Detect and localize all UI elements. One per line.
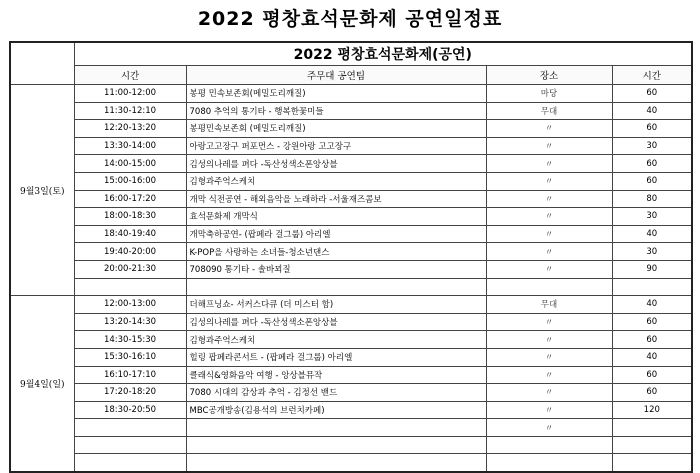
minutes-cell: 40: [612, 102, 692, 120]
team-cell: 김형과주억스케치: [186, 331, 486, 349]
minutes-cell: 30: [612, 137, 692, 155]
team-cell: 클래식&영화음악 여행 - 앙상블뮤작: [186, 366, 486, 384]
place-cell: 마당: [486, 85, 612, 103]
table-row: [10, 190, 692, 208]
minutes-cell: 80: [612, 190, 692, 208]
place-cell: 〃: [486, 137, 612, 155]
place-cell: 〃: [486, 348, 612, 366]
place-cell: 〃: [486, 419, 612, 437]
team-cell: 개막축하공연- (팝페라 걸그룹) 아리엘: [186, 225, 486, 243]
time-cell: 13:20-14:30: [74, 313, 186, 331]
table-row: [10, 331, 692, 349]
team-cell: [186, 454, 486, 472]
header-minutes: 시간: [612, 66, 692, 85]
team-cell: 김형과주억스케치: [186, 172, 486, 190]
time-cell: 19:40-20:00: [74, 243, 186, 261]
table-row: [10, 260, 692, 278]
table-row: [10, 348, 692, 366]
table-row: [10, 366, 692, 384]
minutes-cell: 40: [612, 348, 692, 366]
place-cell: 무대: [486, 102, 612, 120]
header-place: 장소: [486, 66, 612, 85]
place-cell: 〃: [486, 243, 612, 261]
team-cell: 7080 추억의 통기타 - 행복한꽃미들: [186, 102, 486, 120]
table-row: [10, 120, 692, 138]
team-cell: 개막 식전공연 - 해외음악을 노래하라 -서울재즈콤보: [186, 190, 486, 208]
place-cell: 〃: [486, 366, 612, 384]
time-cell: [74, 278, 186, 296]
time-cell: [74, 454, 186, 472]
table-row: [10, 419, 692, 437]
table-row: [10, 155, 692, 173]
team-cell: 봉평민속보존회 (메밀도리깨질): [186, 120, 486, 138]
table-row: [10, 454, 692, 472]
time-cell: 18:30-20:50: [74, 401, 186, 419]
table-row: [10, 102, 692, 120]
minutes-cell: 120: [612, 401, 692, 419]
table-row: [10, 401, 692, 419]
minutes-cell: 60: [612, 172, 692, 190]
table-row: [10, 137, 692, 155]
table-row: [10, 172, 692, 190]
header-row: [10, 66, 692, 85]
time-cell: 12:00-13:00: [74, 296, 186, 314]
minutes-cell: 60: [612, 366, 692, 384]
minutes-cell: 30: [612, 208, 692, 226]
place-cell: 〃: [486, 208, 612, 226]
time-cell: 14:30-15:30: [74, 331, 186, 349]
schedule-table: [9, 41, 693, 473]
team-cell: 7080 시대의 감상과 추억 - 김정선 밴드: [186, 384, 486, 402]
time-cell: 15:00-16:00: [74, 172, 186, 190]
team-cell: [186, 419, 486, 437]
place-cell: [486, 278, 612, 296]
place-cell: [486, 436, 612, 454]
table-row: [10, 278, 692, 296]
time-cell: 20:00-21:30: [74, 260, 186, 278]
minutes-cell: 60: [612, 120, 692, 138]
time-cell: 13:30-14:00: [74, 137, 186, 155]
minutes-cell: 40: [612, 225, 692, 243]
subtitle-row: [10, 42, 692, 66]
table-row: [10, 208, 692, 226]
team-cell: 김성의나레를 펴다 -독산성색소폰앙상블: [186, 155, 486, 173]
team-cell: 708090 통기타 - 솔바꾀질: [186, 260, 486, 278]
minutes-cell: [612, 278, 692, 296]
page-title: 2022 평창효석문화제 공연일정표: [197, 8, 503, 30]
team-cell: [186, 278, 486, 296]
place-cell: 〃: [486, 331, 612, 349]
team-cell: 효석문화제 개막식: [186, 208, 486, 226]
minutes-cell: 90: [612, 260, 692, 278]
time-cell: 18:40-19:40: [74, 225, 186, 243]
minutes-cell: 60: [612, 384, 692, 402]
day-label: 9월3일(토): [10, 85, 74, 296]
minutes-cell: [612, 436, 692, 454]
team-cell: 김성의나레를 펴다 -독산성색소폰앙상블: [186, 313, 486, 331]
place-cell: [486, 454, 612, 472]
corner-cell: [10, 42, 74, 85]
place-cell: 〃: [486, 225, 612, 243]
time-cell: 14:00-15:00: [74, 155, 186, 173]
table-row: [10, 296, 692, 314]
place-cell: 〃: [486, 260, 612, 278]
header-time: 시간: [74, 66, 186, 85]
minutes-cell: [612, 454, 692, 472]
place-cell: 〃: [486, 120, 612, 138]
team-cell: 힐링 팝페라콘서트 - (팝페라 걸그룹) 아리엘: [186, 348, 486, 366]
time-cell: [74, 436, 186, 454]
team-cell: 아랑고고장구 퍼포먼스 - 강원아랑 고고장구: [186, 137, 486, 155]
header-stage: 주무대 공연팀: [186, 66, 486, 85]
time-cell: 11:30-12:10: [74, 102, 186, 120]
time-cell: 16:00-17:20: [74, 190, 186, 208]
time-cell: [74, 419, 186, 437]
minutes-cell: [612, 419, 692, 437]
time-cell: 16:10-17:10: [74, 366, 186, 384]
time-cell: 18:00-18:30: [74, 208, 186, 226]
minutes-cell: 40: [612, 296, 692, 314]
table-row: [10, 313, 692, 331]
place-cell: 〃: [486, 401, 612, 419]
table-row: [10, 384, 692, 402]
team-cell: [186, 436, 486, 454]
minutes-cell: 60: [612, 85, 692, 103]
team-cell: MBC공개방송(김용석의 브런치카페): [186, 401, 486, 419]
place-cell: 〃: [486, 155, 612, 173]
table-row: [10, 85, 692, 103]
table-subtitle: 2022 평창효석문화제(공연): [74, 42, 692, 66]
time-cell: 11:00-12:00: [74, 85, 186, 103]
place-cell: 〃: [486, 172, 612, 190]
minutes-cell: 60: [612, 313, 692, 331]
day-label: 9월4일(일): [10, 296, 74, 472]
time-cell: 17:20-18:20: [74, 384, 186, 402]
minutes-cell: 60: [612, 331, 692, 349]
team-cell: K-POP을 사랑하는 소녀들-청소년댄스: [186, 243, 486, 261]
table-row: [10, 243, 692, 261]
table-row: [10, 436, 692, 454]
place-cell: 무대: [486, 296, 612, 314]
time-cell: 12:20-13:20: [74, 120, 186, 138]
minutes-cell: 60: [612, 155, 692, 173]
place-cell: 〃: [486, 313, 612, 331]
time-cell: 15:30-16:10: [74, 348, 186, 366]
table-row: [10, 225, 692, 243]
team-cell: 봉평 민속보존회(메밀도리깨질): [186, 85, 486, 103]
place-cell: 〃: [486, 384, 612, 402]
minutes-cell: 30: [612, 243, 692, 261]
team-cell: 더해프닝쇼- 서커스다큐 (더 미스터 함): [186, 296, 486, 314]
place-cell: 〃: [486, 190, 612, 208]
